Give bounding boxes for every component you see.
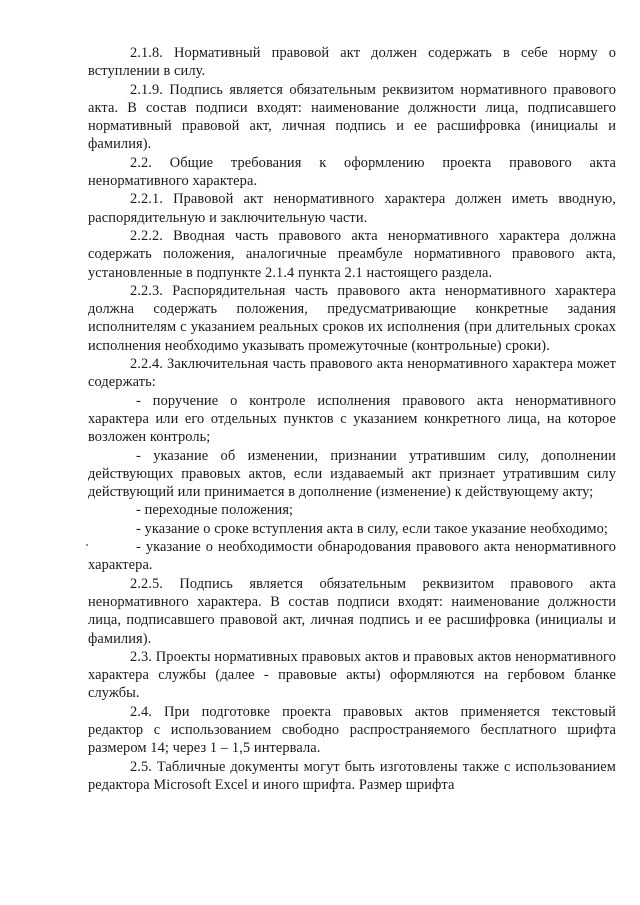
list-item-publication: - указание о необходимости обнародования правового акта ненормативного характера. xyxy=(88,539,616,574)
list-item-transitional: - переходные положения; xyxy=(136,502,294,519)
document-body xyxy=(88,44,616,794)
scan-speck xyxy=(86,544,88,546)
paragraph-2-1-8: 2.1.8. Нормативный правовой акт должен содержать в себе норму о вступлении в силу. xyxy=(88,45,616,80)
list-item-changes: - указание об изменении, признании утратившим силу, дополнении действующих правовых актов, если издаваемый акт признает утратившим силу действующий или принимается в дополнение (изменение) к действующему акту; xyxy=(88,447,616,501)
paragraph-2-2-3: 2.2.3. Распорядительная часть правового акта ненормативного характера должна содержать положения, предусматривающие конкретные задания исполнителям с указанием реальных сроков их исполнения (при длительных сроках исполнения необходимо указывать промежуточные (контрольные) сроки). xyxy=(88,282,616,354)
list-item-effective-date: - указание о сроке вступления акта в силу, если такое указание необходимо; xyxy=(136,520,609,537)
paragraph-2-2-5: 2.2.5. Подпись является обязательным реквизитом правового акта ненормативного характера. В состав подписи входят: наименование должности лица, подписавшего правовой акт, личная подпись и ее расшифровка (инициалы и фамилия). xyxy=(88,575,616,647)
paragraph-2-1-9: 2.1.9. Подпись является обязательным реквизитом нормативного правового акта. В состав подписи входят: наименование должности лица, подписавшего нормативный правовой акт, личная подпись и ее расшифровка (инициалы и фамилия). xyxy=(88,81,616,153)
paragraph-2-2-1: 2.2.1. Правовой акт ненормативного характера должен иметь вводную, распорядительную и заключительную части. xyxy=(88,191,616,226)
paragraph-2-5: 2.5. Табличные документы могут быть изготовлены также с использованием редактора Microsoft Excel и иного шрифта. Размер шрифта xyxy=(88,758,616,793)
paragraph-2-3: 2.3. Проекты нормативных правовых актов и правовых актов ненормативного характера службы (далее - правовые акты) оформляются на гербовом бланке службы. xyxy=(88,648,616,702)
paragraph-2-4: 2.4. При подготовке проекта правовых актов применяется текстовый редактор с использованием свободно распространяемого бесплатного шрифта размером 14; через 1 – 1,5 интервала. xyxy=(88,703,616,757)
paragraph-2-2: 2.2. Общие требования к оформлению проекта правового акта ненормативного характера. xyxy=(88,154,616,190)
paragraph-2-2-4: 2.2.4. Заключительная часть правового акта ненормативного характера может содержать: xyxy=(88,356,616,391)
list-item-control: - поручение о контроле исполнения правового акта ненормативного характера или его отдельных пунктов с указанием конкретного лица, на которое возложен контроль; xyxy=(88,392,616,446)
paragraph-2-2-2: 2.2.2. Вводная часть правового акта ненормативного характера должна содержать положения, аналогичные преамбуле нормативного правового акта, установленные в подпункте 2.1.4 пункта 2.1 настоящего раздела. xyxy=(88,227,616,281)
